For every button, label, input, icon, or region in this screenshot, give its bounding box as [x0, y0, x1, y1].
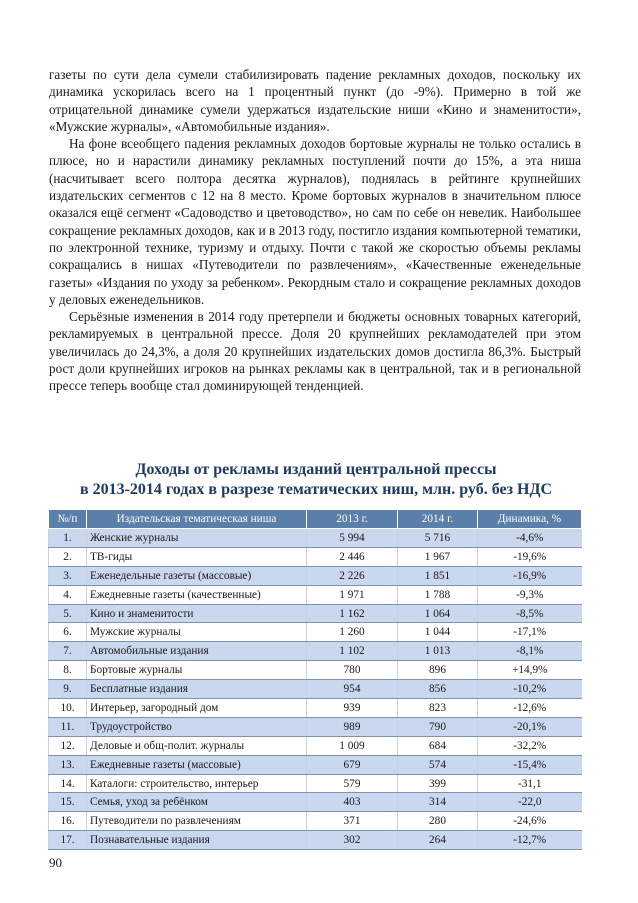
table-cell: 4. — [49, 585, 87, 604]
header-cell: Динамика, % — [478, 510, 582, 529]
table-cell: -22,0 — [478, 793, 582, 812]
page-number: 90 — [49, 855, 62, 870]
table-cell: 1 009 — [307, 736, 398, 755]
table-cell: -32,2% — [478, 736, 582, 755]
table-cell: -15,4% — [478, 755, 582, 774]
table-cell: 1 851 — [398, 566, 478, 585]
table-row — [49, 547, 582, 566]
table-cell: 5 994 — [307, 529, 398, 548]
table-row — [49, 566, 582, 585]
table-cell: 1 967 — [398, 547, 478, 566]
table-cell: 574 — [398, 755, 478, 774]
header-cell: Издательская тематическая ниша — [87, 510, 307, 529]
table-row — [49, 755, 582, 774]
table-cell: Деловые и общ-полит. журналы — [87, 736, 307, 755]
table-cell: -12,7% — [478, 831, 582, 850]
table-cell: 790 — [398, 717, 478, 736]
table-cell: 896 — [398, 661, 478, 680]
paragraph: газеты по сути дела сумели стабилизировать падение рекламных доходов, поскольку их динамика ускорилась всего на 1 процентный пункт (до -9%). Примерно в той же отрицательной динамике сумели удержаться издательские ниши «Кино и знаменитости», «Мужские журналы», «Автомобильные издания». — [49, 67, 581, 134]
table-cell: Автомобильные издания — [87, 642, 307, 661]
table-cell: -10,2% — [478, 680, 582, 699]
table-row — [49, 717, 582, 736]
table-cell: Ежедневные газеты (качественные) — [87, 585, 307, 604]
table-cell: 7. — [49, 642, 87, 661]
table-cell: 1 971 — [307, 585, 398, 604]
table-cell: 9. — [49, 680, 87, 699]
table-cell: 989 — [307, 717, 398, 736]
table-cell: Кино и знаменитости — [87, 604, 307, 623]
table-cell: 684 — [398, 736, 478, 755]
table-row — [49, 699, 582, 718]
table-cell: Познавательные издания — [87, 831, 307, 850]
table-cell: 280 — [398, 812, 478, 831]
table-cell: Бесплатные издания — [87, 680, 307, 699]
table-cell: ТВ-гиды — [87, 547, 307, 566]
table-cell: 399 — [398, 774, 478, 793]
table-cell: Семья, уход за ребёнком — [87, 793, 307, 812]
table-cell: 823 — [398, 699, 478, 718]
table-row — [49, 812, 582, 831]
table-cell: 1 044 — [398, 623, 478, 642]
table-row — [49, 831, 582, 850]
table-cell: Бортовые журналы — [87, 661, 307, 680]
table-cell: -20,1% — [478, 717, 582, 736]
table-row — [49, 680, 582, 699]
table-cell: 12. — [49, 736, 87, 755]
paragraph: Серьёзные изменения в 2014 году претерпели и бюджеты основных товарных категорий, рекламируемых в центральной прессе. Доля 20 крупнейших рекламодателей при этом увеличилась до 24,3%, а доля 20 крупнейших издательских домов достигла 86,3%. Быстрый рост доли крупнейших игроков на рынках рекламы как в центральной, так и в региональной прессе теперь вообще стал доминирующей тенденцией. — [49, 309, 581, 394]
table-cell: 15. — [49, 793, 87, 812]
table-cell: 3. — [49, 566, 87, 585]
table-cell: 11. — [49, 717, 87, 736]
table-header-row — [49, 510, 582, 529]
table-cell: 16. — [49, 812, 87, 831]
table-cell: 954 — [307, 680, 398, 699]
table-cell: 403 — [307, 793, 398, 812]
table-cell: Мужские журналы — [87, 623, 307, 642]
table-cell: 1 788 — [398, 585, 478, 604]
body-text — [49, 66, 581, 395]
table-cell: 679 — [307, 755, 398, 774]
table-row — [49, 623, 582, 642]
table-cell: 302 — [307, 831, 398, 850]
table-cell: Трудоустройство — [87, 717, 307, 736]
table-cell: -8,1% — [478, 642, 582, 661]
table-cell: 371 — [307, 812, 398, 831]
table-cell: Путеводители по развлечениям — [87, 812, 307, 831]
table-row — [49, 661, 582, 680]
table-cell: 5. — [49, 604, 87, 623]
table-cell: +14,9% — [478, 661, 582, 680]
table-title-line: в 2013-2014 годах в разрезе тематических ниш, млн. руб. без НДС — [79, 481, 553, 498]
header-cell: 2014 г. — [398, 510, 478, 529]
table-title-line: Доходы от рекламы изданий центральной прессы — [135, 461, 497, 478]
table-cell: 579 — [307, 774, 398, 793]
table-row — [49, 585, 582, 604]
table-cell: 1 102 — [307, 642, 398, 661]
table-cell: Каталоги: строительство, интерьер — [87, 774, 307, 793]
table-cell: 780 — [307, 661, 398, 680]
table-cell: 1 260 — [307, 623, 398, 642]
table-cell: 1 064 — [398, 604, 478, 623]
table-cell: 14. — [49, 774, 87, 793]
paragraph: На фоне всеобщего падения рекламных доходов бортовые журналы не только остались в плюсе, но и нарастили динамику рекламных поступлений почти до 15%, а эта ниша (насчитывает всего полтора десятка журналов), поднялась в рейтинге крупнейших издательских сегментов с 12 на 8 место. Кроме бортовых журналов в значительном плюсе оказался ещё сегмент «Садоводство и цветоводство», но сам по себе он невелик. Наибольшее сокращение рекламных доходов, как и в 2013 году, постигло издания компьютерной тематики, по электронной технике, туризму и отдыху. Почти с такой же скоростью объемы рекламы сокращались в нишах «Путеводители по развлечениям», «Качественные еженедельные газеты» «Издания по уходу за ребенком». Рекордным стало и сокращение рекламных доходов у деловых еженедельников. — [49, 136, 581, 307]
table-cell: 2 226 — [307, 566, 398, 585]
table-cell: -24,6% — [478, 812, 582, 831]
table-cell: -8,5% — [478, 604, 582, 623]
table-cell: 8. — [49, 661, 87, 680]
table-row — [49, 529, 582, 548]
table-cell: 2 446 — [307, 547, 398, 566]
table-title — [40, 460, 592, 500]
table-cell: 939 — [307, 699, 398, 718]
table-cell: 1 013 — [398, 642, 478, 661]
revenue-table — [48, 509, 582, 850]
table-cell: Еженедельные газеты (массовые) — [87, 566, 307, 585]
table-cell: 2. — [49, 547, 87, 566]
table-cell: 13. — [49, 755, 87, 774]
table-cell: 856 — [398, 680, 478, 699]
table-cell: -19,6% — [478, 547, 582, 566]
table-cell: 264 — [398, 831, 478, 850]
table-cell: -16,9% — [478, 566, 582, 585]
table-cell: -31,1 — [478, 774, 582, 793]
table-cell: 1 162 — [307, 604, 398, 623]
table-row — [49, 793, 582, 812]
table-cell: -12,6% — [478, 699, 582, 718]
table-cell: -9,3% — [478, 585, 582, 604]
table-cell: 314 — [398, 793, 478, 812]
table-cell: 6. — [49, 623, 87, 642]
table-cell: Интерьер, загородный дом — [87, 699, 307, 718]
table-cell: -17,1% — [478, 623, 582, 642]
table-cell: 17. — [49, 831, 87, 850]
table-cell: 1. — [49, 529, 87, 548]
table-row — [49, 642, 582, 661]
header-cell: №/п — [49, 510, 87, 529]
table-row — [49, 774, 582, 793]
table-cell: Ежедневные газеты (массовые) — [87, 755, 307, 774]
table-cell: -4,6% — [478, 529, 582, 548]
table-cell: Женские журналы — [87, 529, 307, 548]
table-cell: 10. — [49, 699, 87, 718]
table-row — [49, 736, 582, 755]
table-cell: 5 716 — [398, 529, 478, 548]
table-row — [49, 604, 582, 623]
header-cell: 2013 г. — [307, 510, 398, 529]
